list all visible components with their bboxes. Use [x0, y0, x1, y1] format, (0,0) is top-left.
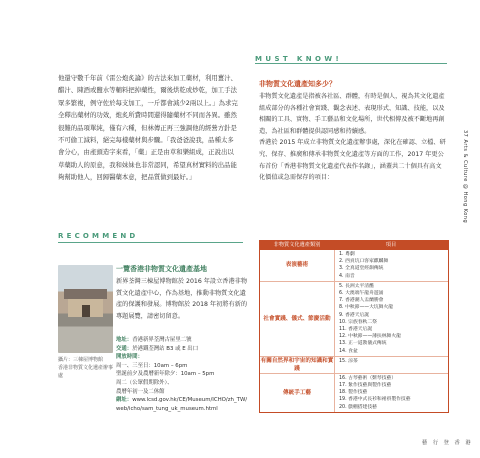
table-item: 13. 正一道教儀式傳統	[339, 341, 387, 347]
table-items	[335, 357, 448, 373]
info-value: 聖誕前夕及農曆新年除夕：10am – 5pm	[116, 371, 215, 378]
table-item: 16. 古琴藝術（斲琴技藝）	[339, 375, 397, 381]
recommend-heading: 一覽香港非物質文化遺產基地	[116, 265, 207, 273]
table-row	[260, 281, 448, 356]
table-items	[335, 282, 448, 356]
photo-caption: 攝片：三棟屋博物館 香港非物質文化遺產辦事處	[58, 357, 114, 379]
info-value: 於港鐵荃灣站 B3 或 E 出口	[132, 345, 199, 352]
info-line	[116, 370, 248, 379]
table-items	[335, 374, 448, 412]
footer-label: 藝 行 登 香 港	[422, 440, 473, 446]
table-category: 社會實踐、儀式、節慶活動	[260, 282, 335, 356]
table-item: 14. 食盆	[339, 348, 358, 354]
table-item: 3. 全真道堂經韻傳統	[339, 266, 384, 272]
table-row	[260, 250, 448, 281]
table-item: 4. 南音	[339, 273, 355, 279]
info-line	[116, 362, 248, 371]
table-category: 有關自然界和宇宙的知識和實踐	[260, 357, 334, 372]
photo-roof-shape	[64, 289, 107, 299]
heritage-table	[259, 240, 449, 413]
recommend-divider	[58, 242, 243, 243]
info-line	[116, 396, 248, 413]
museum-photo	[58, 265, 113, 353]
info-value: 周一、三至日：10am – 6pm	[116, 362, 188, 369]
table-item: 6. 大澳端午龍舟遊涌	[339, 291, 384, 297]
info-line	[116, 336, 248, 345]
table-item: 19. 香港中式長衫和裙褂製作技藝	[339, 397, 411, 403]
info-key: 交通：	[116, 345, 133, 352]
info-key: 地址：	[116, 337, 133, 343]
table-item: 2. 西貢坑口客家麒麟舞	[339, 259, 389, 265]
table-item: 11. 香港天后誕	[339, 327, 373, 333]
table-item: 18. 製作技藝	[339, 390, 368, 396]
website-link[interactable]: www.lcsd.gov.hk/CE/Museum/ICHO/zh_TW/web/icho/sam_tung_uk_museum.html	[116, 397, 248, 412]
article-body	[58, 72, 238, 184]
must-know-title: MUST KNOW!	[255, 55, 343, 63]
info-line	[116, 353, 248, 362]
table-item: 5. 長洲太平清醮	[339, 283, 374, 289]
table-item: 15. 涼茶	[339, 358, 358, 364]
info-key: 網址：	[116, 397, 133, 404]
table-item: 1. 粵劇	[339, 252, 355, 257]
info-value: 香港新界荃灣古屋里二號	[132, 337, 192, 343]
recommend-info	[116, 336, 248, 413]
table-body	[260, 250, 448, 412]
info-key: 開放時間：	[116, 354, 143, 361]
must-know-divider	[255, 63, 447, 64]
recommend-description: 新界荃灣三棟屋博物館於 2016 年設立香港非物質文化遺產中心，作為基地，推動非物質文化遺產的保護和發展。博物館於 2018 年初將有新的專題展覽，請密切留意。	[116, 278, 248, 320]
table-category: 表演藝術	[260, 250, 335, 281]
table-item: 9. 香港天后誕	[339, 312, 370, 318]
recommend-title: RECOMMEND	[58, 232, 139, 240]
table-header	[260, 241, 448, 250]
photo-door-shape	[82, 305, 90, 317]
table-item: 7. 香港潮人盂蘭勝會	[339, 298, 384, 304]
question-heading: 非物質文化遺產知多少？	[259, 80, 336, 88]
info-value: 周二（公眾假期除外）、	[116, 379, 173, 386]
article-paragraph: 他還守數千年前《雷公炮炙論》的古法來加工藥材，利用薑汁、醋汁、陳酒或鹽水等輔料把掉藥性，爾後烘乾或炒乾，加工手法眾多繁複，例守佐於每支加工，一斤都會減少2兩以上。」為求完全釋出藥材的功效，炮炙所費時間還得隨藥材不同而各異。雖然很難的品項單純，僅有六種，但林傳正再三強調他的經營方針是不可偷工減料，絕完每樣藥材與步驟。「我爸爸說我，品種太多會分心，由產頭造字來看，「藥」正是由草和樂組成，正說出以草藥助人的原意，我和妹妹也非常認同，希望真材實料的出品能夠幫助他人，回歸醫藥本意，把品質做到最好。」	[58, 74, 238, 182]
table-item: 20. 戲棚搭建技藝	[339, 404, 377, 410]
side-page-label: 37 Arts & Culture @ Hong Kong	[462, 130, 468, 224]
table-item: 12. 中秋節——薄扶林舞火龍	[339, 334, 401, 340]
table-header-category: 非物質文化遺產類別	[273, 242, 321, 248]
info-line	[116, 345, 248, 354]
table-category: 傳統手工藝	[260, 374, 335, 412]
table-item: 10. 宗族春秋二祭	[339, 319, 377, 325]
table-item: 17. 紮作技藝與製作技藝	[339, 383, 392, 389]
table-item: 8. 中秋節——大坑舞火龍	[339, 305, 394, 311]
info-value: 農曆年初一及二休館	[116, 388, 165, 395]
info-line	[116, 379, 248, 388]
table-items	[335, 250, 448, 281]
info-line	[116, 388, 248, 397]
table-row	[260, 356, 448, 373]
table-row	[260, 373, 448, 412]
question-body: 非物質文化遺產是指被各社區、群體，有時是個人，視為其文化遺產組成部分的各種社會實踐、觀念表述、表現形式、知識、技能，以及相關的工具、實物、手工藝品和文化場所，世代相傳及被不斷地再創造，為社區和群體提供認同感和持續感。 香港於 2015 年成立非物質文化遺產辦事處，深化在確認、立檔、研究、保存、推廣和傳承非物質文化遺產等方面的工作，2017 年更公布首份「香港非物質文化遺產代表作名錄」，涵蓋共二十個具有高文化價值或急需保存的項目：	[259, 93, 446, 182]
table-header-items: 項目	[385, 242, 397, 248]
